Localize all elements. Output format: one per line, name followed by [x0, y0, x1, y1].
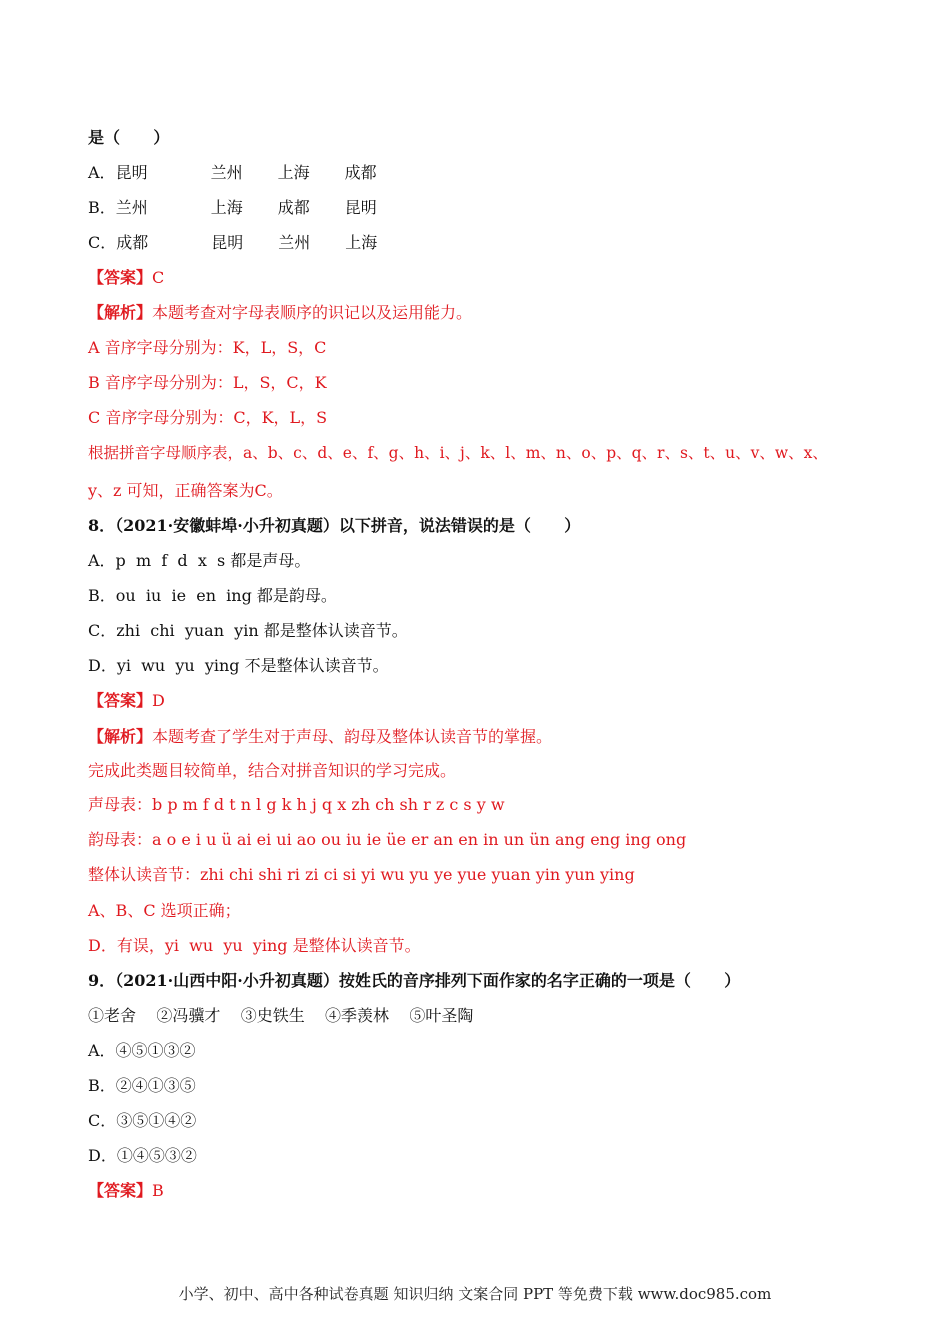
- q8-option-c: C．zhi chi yuan yin 都是整体认读音节。: [88, 621, 408, 640]
- q8-stem: 8．（2021·安徽蚌埠·小升初真题）以下拼音，说法错误的是（ ）: [88, 516, 581, 535]
- q9-option-a: A．④⑤①③②: [88, 1041, 196, 1060]
- q8-analysis: 【解析】本题考查了学生对于声母、韵母及整体认读音节的掌握。: [88, 727, 553, 746]
- q7-analysis-line: y、z 可知，正确答案为C。: [88, 481, 283, 500]
- q8-analysis-line: 声母表：b p m f d t n l g k h j q x zh ch sh r z c s y w: [88, 795, 505, 814]
- q7-analysis-line: 根据拼音字母顺序表，a、b、c、d、e、f、g、h、i、j、k、l、m、n、o、p、q、r、s、t、u、v、w、x、: [88, 444, 828, 462]
- q8-analysis-line: 完成此类题目较简单，结合对拼音知识的学习完成。: [88, 761, 457, 780]
- q8-answer: 【答案】D: [88, 691, 165, 710]
- q9-answer: 【答案】B: [88, 1181, 164, 1200]
- q7-option-b: B．兰州 上海 成都 昆明: [88, 198, 377, 217]
- q7-option-a: A．昆明 兰州 上海 成都: [88, 163, 377, 182]
- q7-option-c: C．成都 昆明 兰州 上海: [88, 233, 378, 252]
- q7-analysis-line: C 音序字母分别为：C，K，L，S: [88, 408, 328, 427]
- q8-analysis-line: 韵母表：a o e i u ü ai ei ui ao ou iu ie üe er an en in un ün ang eng ing ong: [88, 830, 687, 849]
- q9-option-d: D．①④⑤③②: [88, 1146, 197, 1165]
- q7-analysis: 【解析】本题考查对字母表顺序的识记以及运用能力。: [88, 303, 473, 322]
- q7-analysis-line: B 音序字母分别为：L，S，C，K: [88, 373, 327, 392]
- q8-analysis-line: D．有误，yi wu yu ying 是整体认读音节。: [88, 936, 421, 955]
- q8-analysis-line: A、B、C 选项正确；: [88, 901, 241, 920]
- q9-names: ①老舍 ②冯骥才 ③史铁生 ④季羡林 ⑤叶圣陶: [88, 1006, 474, 1025]
- q7-stem-tail: 是（ ）: [88, 128, 170, 147]
- q8-option-b: B．ou iu ie en ing 都是韵母。: [88, 586, 337, 605]
- q7-analysis-line: A 音序字母分别为：K，L，S，C: [88, 338, 327, 357]
- q9-stem: 9．（2021·山西中阳·小升初真题）按姓氏的音序排列下面作家的名字正确的一项是（ ）: [88, 971, 741, 990]
- q9-option-c: C．③⑤①④②: [88, 1111, 197, 1130]
- q9-option-b: B．②④①③⑤: [88, 1076, 196, 1095]
- q7-answer: 【答案】C: [88, 268, 165, 287]
- page-footer: 小学、初中、高中各种试卷真题 知识归纳 文案合同 PPT 等免费下载 www.doc985.com: [178, 1285, 772, 1303]
- q8-analysis-line: 整体认读音节：zhi chi shi ri zi ci si yi wu yu ye yue yuan yin yun ying: [88, 865, 635, 884]
- q8-option-a: A．p m f d x s 都是声母。: [88, 551, 311, 570]
- q8-option-d: D．yi wu yu ying 不是整体认读音节。: [88, 656, 389, 675]
